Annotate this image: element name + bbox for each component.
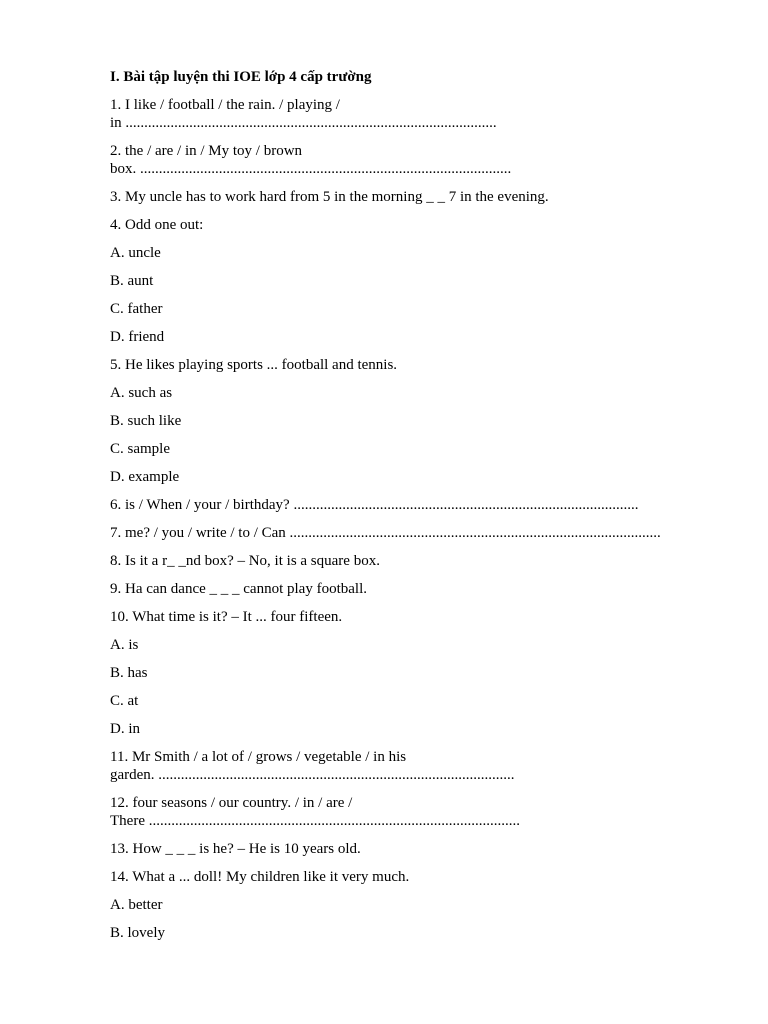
question-1-answer-line: in ................................................................................................... — [110, 115, 497, 131]
option-c: C. father — [110, 301, 163, 317]
question-7: 7. me? / you / write / to / Can ................................................................................................... — [110, 525, 661, 541]
question-11 — [110, 748, 710, 784]
option-a: A. is — [110, 637, 139, 653]
question-13: 13. How _ _ _ is he? – He is 10 years old. — [110, 841, 361, 857]
question-11-answer-line: garden. ............................................................................................... — [110, 767, 515, 783]
question-2 — [110, 142, 710, 178]
question-1 — [110, 96, 710, 132]
option-b: B. has — [110, 665, 148, 681]
question-12-answer-line: There ................................................................................................... — [110, 813, 520, 829]
option-a: A. such as — [110, 385, 173, 401]
question-12-text: 12. four seasons / our country. / in / are / — [110, 795, 353, 811]
option-a: A. better — [110, 897, 163, 913]
question-1-text: 1. I like / football / the rain. / playing / — [110, 97, 340, 113]
document-title: I. Bài tập luyện thi IOE lớp 4 cấp trường — [110, 69, 372, 85]
option-a: A. uncle — [110, 245, 161, 261]
option-c: C. at — [110, 693, 139, 709]
option-d: D. in — [110, 721, 140, 737]
option-c: C. sample — [110, 441, 170, 457]
option-b: B. aunt — [110, 273, 154, 289]
question-3: 3. My uncle has to work hard from 5 in the morning _ _ 7 in the evening. — [110, 189, 549, 205]
question-9: 9. Ha can dance _ _ _ cannot play football. — [110, 581, 367, 597]
option-b: B. lovely — [110, 925, 165, 941]
question-4: 4. Odd one out: — [110, 217, 204, 233]
option-b: B. such like — [110, 413, 182, 429]
question-14: 14. What a ... doll! My children like it very much. — [110, 869, 410, 885]
option-d: D. friend — [110, 329, 165, 345]
question-8: 8. Is it a r_ _nd box? – No, it is a square box. — [110, 553, 380, 569]
question-5: 5. He likes playing sports ... football and tennis. — [110, 357, 398, 373]
question-12 — [110, 794, 710, 830]
question-6: 6. is / When / your / birthday? ............................................................................................ — [110, 497, 639, 513]
document-page — [110, 68, 710, 952]
option-d: D. example — [110, 469, 180, 485]
question-11-text: 11. Mr Smith / a lot of / grows / vegetable / in his — [110, 749, 407, 765]
question-10: 10. What time is it? – It ... four fifteen. — [110, 609, 343, 625]
question-2-text: 2. the / are / in / My toy / brown — [110, 143, 303, 159]
question-2-answer-line: box. ................................................................................................... — [110, 161, 512, 177]
